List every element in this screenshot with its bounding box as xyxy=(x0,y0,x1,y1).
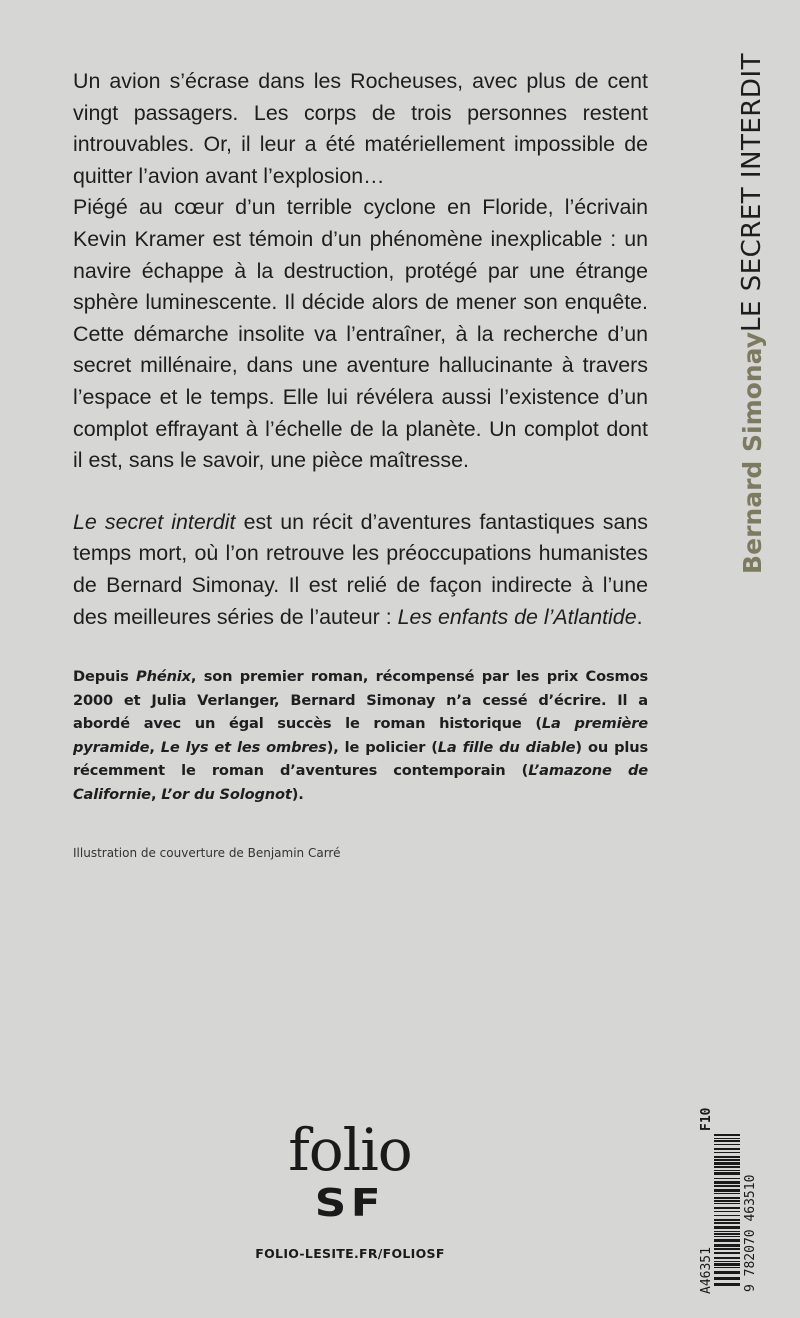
barcode-bar xyxy=(714,1152,740,1153)
blurb-paragraph-3: Le secret interdit est un récit d’aventures fantastiques sans temps mort, où l’on retrouve les préoccupations humanistes de Bernard Simonay. Il est relié de façon indirecte à l’une des meilleures séries de l’auteur : Les enfants de l’Atlantide. xyxy=(73,509,648,629)
barcode-bar xyxy=(714,1172,740,1175)
barcode-bar xyxy=(714,1185,740,1187)
barcode-bar xyxy=(714,1166,740,1168)
barcode-bar xyxy=(714,1261,740,1262)
barcode-bar xyxy=(714,1267,740,1268)
barcode-bar xyxy=(714,1226,740,1229)
barcode-bar xyxy=(714,1134,740,1136)
barcode-bar xyxy=(714,1211,740,1212)
barcode-bar xyxy=(714,1144,740,1145)
barcode-bar xyxy=(714,1181,740,1184)
barcode-bar xyxy=(714,1140,740,1142)
barcode-bar xyxy=(714,1197,740,1199)
barcode-bar xyxy=(714,1236,740,1237)
book-title-inline: Le secret interdit xyxy=(73,509,236,534)
barcode-bar xyxy=(714,1231,740,1232)
barcode-bar xyxy=(714,1159,740,1161)
barcode-bar xyxy=(714,1252,740,1254)
barcode-bar xyxy=(714,1233,740,1235)
blurb-paragraph-2: Piégé au cœur d’un terrible cyclone en Floride, l’écrivain Kevin Kramer est témoin d’un phénomène inexplicable : un navire échappe à la destruction, protégé par une étrange sphère luminescente. Il décide alors de mener son enquête. Cette démarche insolite va l’entraîner, à la recherche d’un secret millénaire, dans une aventure hallucinante à travers l’espace et le temps. Elle lui révélera aussi l’existence d’un complot effrayant à l’échelle de la planète. Un complot dont il est, sans le savoir, une pièce maîtresse. xyxy=(73,195,648,473)
barcode-bar xyxy=(714,1263,740,1266)
barcode-bar xyxy=(714,1148,740,1150)
folio-sf-logo xyxy=(260,1116,440,1226)
spine-author-name: Bernard Simonay xyxy=(737,332,767,574)
publisher-website: FOLIO-LESITE.FR/FOLIOSF xyxy=(255,1246,445,1261)
barcode-bar xyxy=(714,1207,740,1209)
barcode-bar xyxy=(714,1257,740,1259)
sf-wordmark: SF xyxy=(314,1181,386,1225)
back-cover-blurb xyxy=(73,66,648,633)
illustration-credit: Illustration de couverture de Benjamin Carré xyxy=(73,846,341,860)
barcode-bar xyxy=(714,1189,740,1192)
barcode-digits: 9 782070 463510 xyxy=(743,1174,758,1292)
barcode-bar xyxy=(714,1219,740,1221)
barcode-bar xyxy=(714,1283,740,1286)
barcode-bar xyxy=(714,1170,740,1171)
barcode-bar xyxy=(714,1244,740,1247)
blurb-paragraph-1: Un avion s’écrase dans les Rocheuses, avec plus de cent vingt passagers. Les corps de trois personnes restent introuvables. Or, il leur a été matériellement impossible de quitter l’avion avant l’explosion… xyxy=(73,69,648,188)
barcode-bar xyxy=(714,1138,740,1139)
barcode-bars xyxy=(714,1134,740,1286)
series-title-inline: Les enfants de l’Atlantide xyxy=(397,604,637,629)
barcode-bar xyxy=(714,1162,740,1165)
barcode-bar xyxy=(714,1277,740,1280)
barcode-price: F10 xyxy=(699,1107,714,1131)
barcode-bar xyxy=(714,1203,740,1204)
barcode-bar xyxy=(714,1239,740,1242)
barcode-bar xyxy=(714,1215,740,1216)
barcode-bar xyxy=(714,1193,740,1194)
barcode xyxy=(688,1104,758,1294)
barcode-bar xyxy=(714,1178,740,1179)
barcode-code: A46351 xyxy=(699,1247,714,1294)
barcode-bar xyxy=(714,1156,740,1158)
folio-wordmark: folio xyxy=(288,1116,412,1184)
author-bio: Depuis Phénix, son premier roman, récompensé par les prix Cosmos 2000 et Julia Verlanger, Bernard Simonay n’a cessé d’écrire. Il a abordé avec un égal succès le roman historique (La première pyramide, Le lys et les ombres), le policier (La fille du diable) ou plus récemment le roman d’aventures contemporain (L’amazone de Californie, L’or du Solognot). xyxy=(73,668,649,803)
barcode-bar xyxy=(714,1248,740,1250)
barcode-bar xyxy=(714,1200,740,1202)
barcode-bar xyxy=(714,1271,740,1274)
barcode-bar xyxy=(714,1222,740,1224)
spine-book-title: LE SECRET INTERDIT xyxy=(737,52,767,332)
